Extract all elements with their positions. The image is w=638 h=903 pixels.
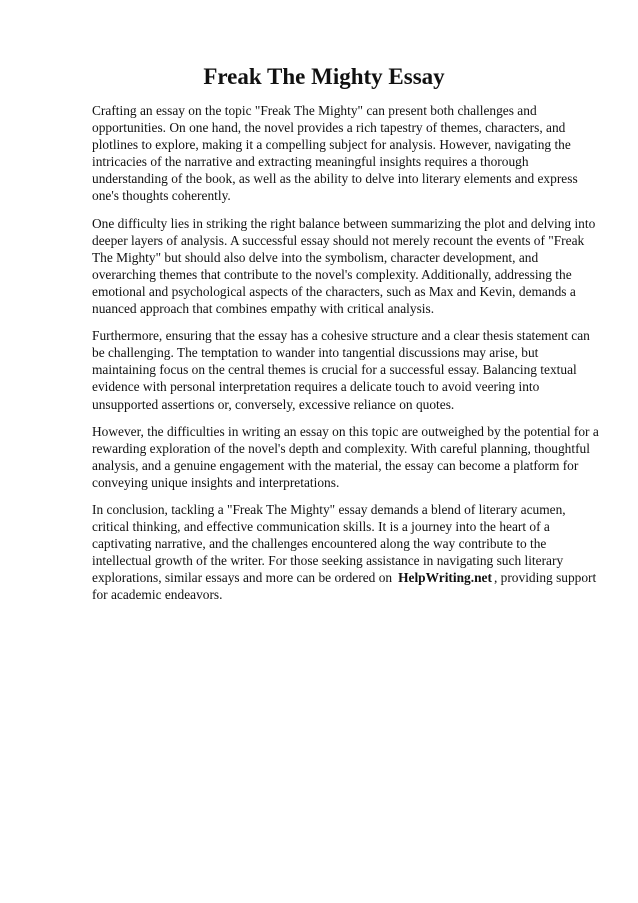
paragraph-intro: Crafting an essay on the topic "Freak The Mighty" can present both challenges and opportunities. On one hand, the novel provides a rich tapestry of themes, characters, and plotlines to explore, making it a compelling subject for analysis. However, navigating the intricacies of the narrative and extracting meaningful insights requires a thorough understanding of the book, as well as the ability to delve into literary elements and express one's thoughts coherently.: [92, 103, 578, 204]
document-title: Freak The Mighty Essay: [203, 64, 445, 89]
helpwriting-link[interactable]: HelpWriting.net: [398, 570, 492, 586]
paragraph-difficulty: One difficulty lies in striking the right balance between summarizing the plot and delving into deeper layers of analysis. A successful essay should not merely recount the events of "Freak The Mighty" but should also delve into the symbolism, character development, and overarching themes that contribute to the novel's complexity. Additionally, addressing the emotional and psychological aspects of the characters, such as Max and Kevin, demands a nuanced approach that combines empathy with critical analysis.: [92, 215, 596, 317]
paragraph-rewards: However, the difficulties in writing an essay on this topic are outweighed by the potential for a rewarding exploration of the novel's depth and complexity. With careful planning, thoughtful analysis, and a genuine engagement with the material, the essay can become a platform for conveying unique insights and interpretations.: [92, 423, 599, 490]
paragraph-conclusion: [92, 501, 602, 604]
paragraph-structure: Furthermore, ensuring that the essay has a cohesive structure and a clear thesis statement can be challenging. The temptation to wander into tangential discussions may arise, but maintaining focus on the central themes is crucial for a successful essay. Balancing textual evidence with personal interpretation requires a delicate touch to avoid veering into unsupported assertions or, conversely, excessive reliance on quotes.: [92, 328, 590, 412]
conclusion-tail: , providing support for academic endeavors.: [92, 570, 597, 603]
conclusion-text: In conclusion, tackling a "Freak The Mighty" essay demands a blend of literary acumen, critical thinking, and effective communication skills. It is a journey into the heart of a captivating narrative, and the challenges encountered along the way contribute to the intellectual growth of the writer. For those seeking assistance in navigating such literary explorations, similar essays and more can be ordered on: [92, 501, 566, 586]
